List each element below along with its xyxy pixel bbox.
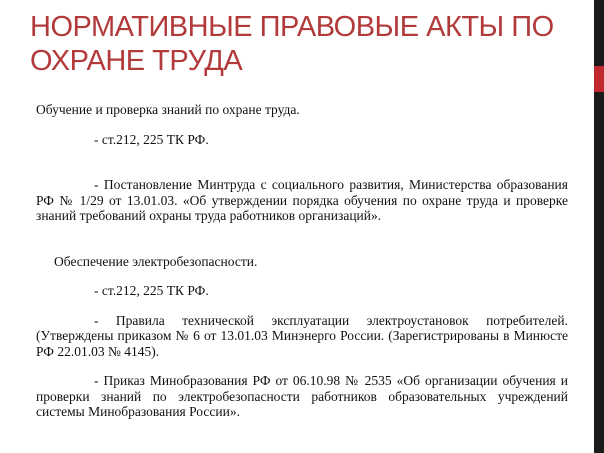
slide-title [30, 10, 570, 78]
section2-item-2: - Приказ Минобразования РФ от 06.10.98 № 2535 «Об организации обучения и проверки знаний по электробезопасности работников образовательных учреждений системы Минобразования России». [36, 373, 568, 419]
section1-heading: Обучение и проверка знаний по охране труда. [36, 102, 300, 117]
section1-item: - Постановление Минтруда с социального развития, Министерства образования РФ № 1/29 от 13.01.03. «Об утверждении порядка обучения по охране труда и проверке знаний требований охраны труда работников организаций». [36, 177, 568, 223]
section2-heading: Обеспечение электробезопасности. [54, 253, 258, 269]
section1-law-ref: - ст.212, 225 ТК РФ. [94, 131, 209, 147]
slide-title-line-2: ОХРАНЕ ТРУДА [30, 45, 243, 77]
slide-body [36, 102, 568, 420]
slide-title-line-1: НОРМАТИВНЫЕ ПРАВОВЫЕ АКТЫ ПО [30, 11, 554, 43]
right-edge-accent [594, 66, 604, 92]
section2-law-ref: - ст.212, 225 ТК РФ. [94, 283, 209, 298]
section2-item-1: - Правила технической эксплуатации электроустановок потребителей. (Утверждены приказом № 6 от 13.01.03 Минэнерго России. (Зарегистрированы в Минюсте РФ 22.01.03 № 4145). [36, 312, 568, 359]
